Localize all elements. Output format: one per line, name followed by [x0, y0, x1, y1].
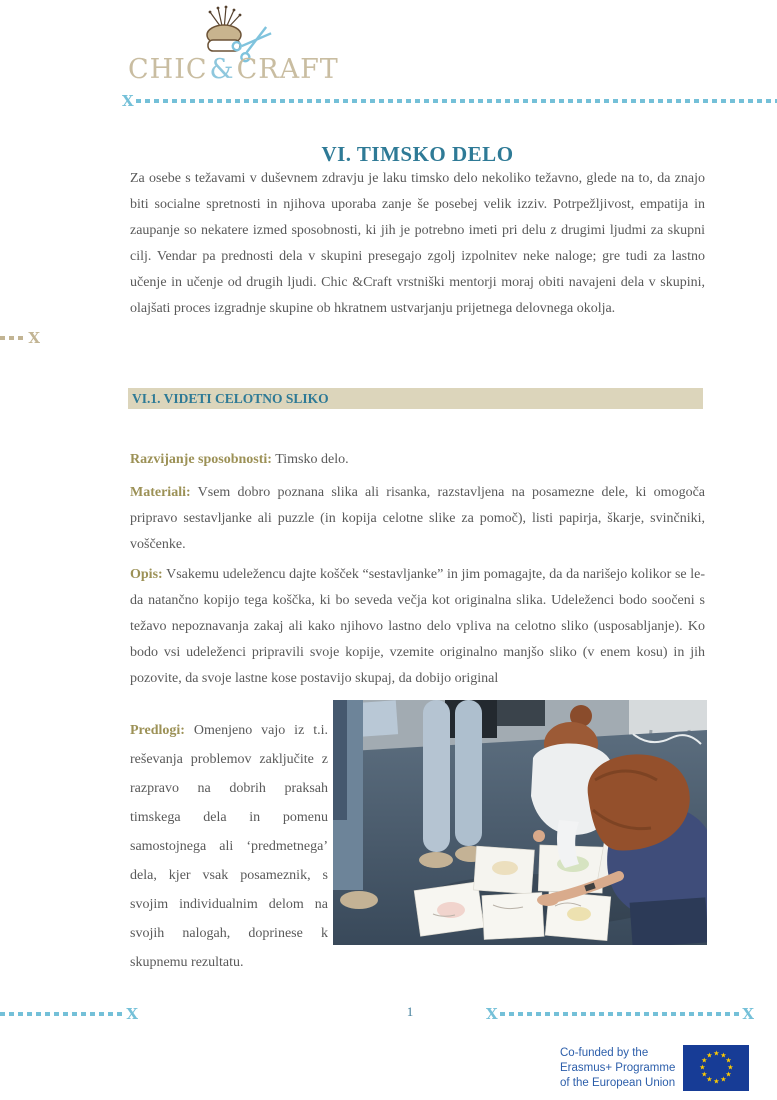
top-dashed-rule: [120, 93, 777, 109]
eu-text-line2: Erasmus+ Programme: [560, 1061, 676, 1074]
materials-text: Vsem dobro poznana slika ali risanka, razstavljena na posamezne dele, ki omogoča pripravo sestavljanke ali puzzle (in kopija celotne slike za pomoč), listi papirja, škarje, svinčniki, voščenke.: [130, 485, 705, 552]
dash-x-icon: X: [126, 1005, 138, 1023]
skills-label: Razvijanje sposobnosti:: [130, 452, 272, 467]
dash-x-icon: X: [122, 92, 134, 110]
page-title: VI. TIMSKO DELO: [321, 142, 514, 167]
chic-and-craft-logo: [128, 14, 358, 94]
dashed-line: [0, 1012, 124, 1016]
description-paragraph: [130, 562, 705, 692]
suggestions-text: Omenjeno vajo iz t.i. reševanja problemov zaključite z razpravo na dobrih praksah timskega dela in pomenu samostojnega ali ‘predmetnega’ dela, kjer vsak posameznik, s svojim individualnim delom na svojih nalogah, doprinese k skupnemu rezultatu.: [130, 723, 328, 970]
skills-text: Timsko delo.: [275, 452, 349, 467]
eu-flag-icon: ★ ★ ★ ★ ★ ★ ★ ★ ★ ★ ★ ★: [683, 1045, 749, 1091]
logo-wordmark: [128, 54, 339, 85]
bottom-left-dashed-rule: [0, 1006, 140, 1022]
eu-text-line3: of the European Union: [560, 1076, 676, 1089]
skills-line: [130, 447, 705, 473]
section-heading-band: VI.1. VIDETI CELOTNO SLIKO: [128, 388, 703, 409]
suggestions-label: Predlogi:: [130, 723, 185, 738]
logo-word-craft: CRAFT: [236, 54, 339, 85]
left-tan-marker: [0, 330, 42, 346]
intro-paragraph: Za osebe s težavami v duševnem zdravju je laku timsko delo nekoliko težavno, glede na to, da znajo biti socialne spretnosti in njihova uporaba zanje še posebej velik izziv. Potrpežljivost, empatija in zaupanje so nekatere izmed sposobnosti, ki jih je potrebno imeti pri delu z drugimi ljudmi za skupni cilj. Vendar pa prednosti dela v skupini presegajo zgolj izpolnitev neke naloge; gre tudi za lastno učenje in učenje od drugih ljudi. Chic &Craft vrstniški mentorji moraj obiti navajeni dela v skupini, olajšati proces izgradnje skupine ob hkratnem ustvarjanju prijetnega delovnega okolja.: [130, 171, 705, 316]
eu-cofunding-logo: [560, 1042, 770, 1094]
dash-x-icon: X: [486, 1005, 498, 1023]
materials-paragraph: [130, 480, 705, 558]
dashed-line: [136, 99, 777, 103]
dashed-line: [500, 1012, 741, 1016]
eu-text-line1: Co-funded by the: [560, 1046, 649, 1059]
dash-x-icon-tan: X: [28, 329, 40, 347]
description-label: Opis:: [130, 567, 163, 582]
bottom-right-dashed-rule: [484, 1006, 756, 1022]
page-number: 1: [406, 1004, 414, 1019]
logo-word-chic: CHIC: [128, 54, 208, 85]
eu-cofunding-text: [560, 1046, 675, 1091]
team-activity-photo: [333, 700, 707, 945]
dash-x-icon: X: [742, 1005, 754, 1023]
description-text: Vsakemu udeležencu dajte košček “sestavljanke” in jim pomagajte, da da narišejo kolikor se le-da natančno kopijo tega koščka, ki bo seveda večja kot originalna slika. Udeleženci bodo soočeni s težavo nepoznavanja zakaj ali kako njihovo lastno delo vpliva na celotno sliko (usposabljanje). Ko bodo vsi udeleženci pripravili svoje kopije, vzemite originalno manjšo sliko (v enem kosu) in jih pozovite, da svoje lastne kose postavijo skupaj, da dobijo original: [130, 567, 706, 686]
logo-ampersand: &: [209, 54, 235, 85]
dashed-line-tan: [0, 336, 26, 340]
suggestions-paragraph: [130, 716, 328, 977]
materials-label: Materiali:: [130, 485, 191, 500]
